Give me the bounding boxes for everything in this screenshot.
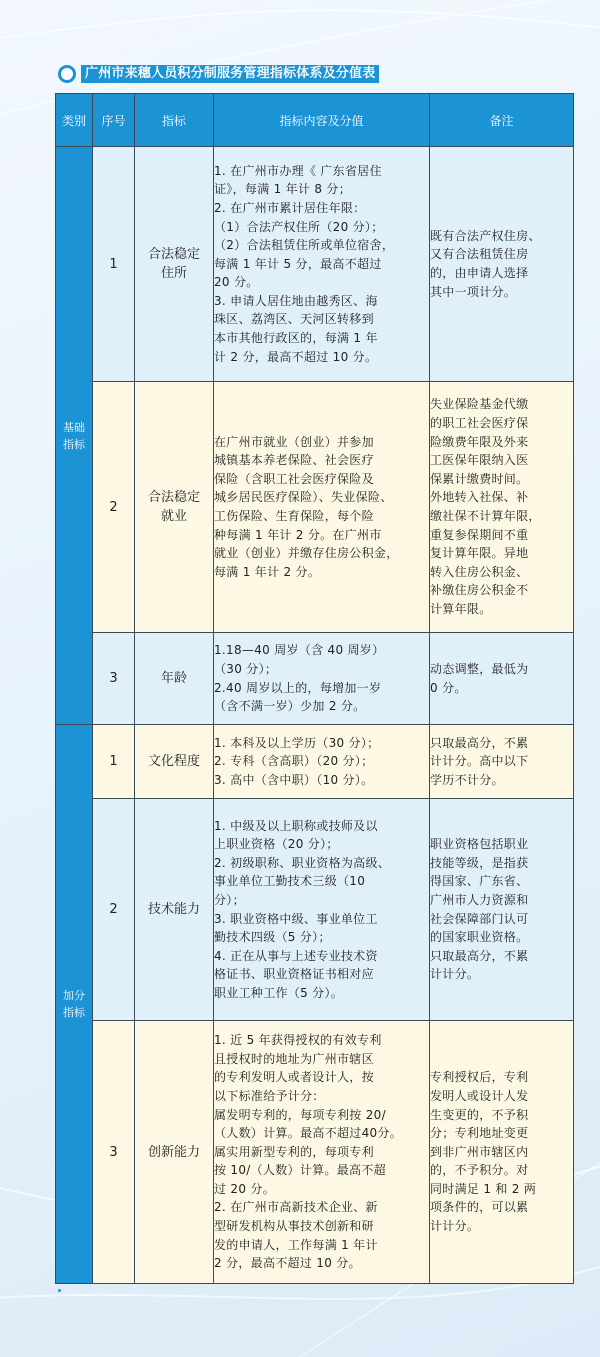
row-seq: 2: [93, 799, 135, 1021]
row-note: 既有合法产权住房、 又有合法租赁住房 的，由申请人选择 其中一项计分。: [430, 147, 574, 382]
row-content: 在广州市就业（创业）并参加 城镇基本养老保险、社会医疗 保险（含职工社会医疗保险及 城乡居民医疗保险）、失业保险、 工伤保险、生育保险，每个险 种每满 1 年计 2 分。在广州市 就业（创业）并缴存住房公积金， 每满 1 年计 2 分。: [214, 382, 430, 633]
table-row: [56, 633, 574, 725]
row-seq: 1: [93, 725, 135, 799]
table-header-row: [56, 94, 574, 147]
category-label: 加分: [63, 989, 85, 1002]
category-label: 指标: [63, 1006, 85, 1019]
row-content: 1. 近 5 年获得授权的有效专利 且授权时的地址为广州市辖区 的专利发明人或者设计人，按 以下标准给予计分： 属发明专利的，每项专利按 20/ （人数）计算。最高不超过40分。 属实用新型专利的，每项专利 按 10/（人数）计算。最高不超 过 20 分。 2. 在广州市高新技术企业、新 型研发机构从事技术创新和研 发的申请人，工作每满 1 年计 2 分，最高不超过 10 分。: [214, 1021, 430, 1284]
row-content: 1. 中级及以上职称或技师及以 上职业资格（20 分）； 2. 初级职称、职业资格为高级、 事业单位工勤技术三级（10 分）； 3. 职业资格中级、事业单位工 勤技术四级（5 分）； 4. 正在从事与上述专业技术资 格证书、职业资格证书相对应 职业工种工作（5 分）。: [214, 799, 430, 1021]
decorative-dot: [58, 1289, 61, 1292]
row-note: 失业保险基金代缴 的职工社会医疗保 险缴费年限及外来 工医保年限纳入医 保累计缴费时间。 外地转入社保、补 缴社保不计算年限， 重复参保期间不重 复计算年限。异地 转入住房公积金、 补缴住房公积金不 计算年限。: [430, 382, 574, 633]
table-row: [56, 799, 574, 1021]
row-note: 专利授权后，专利 发明人或设计人发 生变更的，不予积 分；专利地址变更 到非广州市辖区内 的，不予积分。对 同时满足 1 和 2 两 项条件的，可以累 计计分。: [430, 1021, 574, 1284]
row-seq: 1: [93, 147, 135, 382]
row-seq: 2: [93, 382, 135, 633]
table-row: [56, 725, 574, 799]
header-content: 指标内容及分值: [214, 94, 430, 147]
row-note: 职业资格包括职业 技能等级，是指获 得国家、广东省、 广州市人力资源和 社会保障部门认可 的国家职业资格。 只取最高分，不累 计计分。: [430, 799, 574, 1021]
header-note: 备注: [430, 94, 574, 147]
row-indicator: 合法稳定 就业: [135, 382, 214, 633]
row-seq: 3: [93, 1021, 135, 1284]
header-seq: 序号: [93, 94, 135, 147]
category-label: 指标: [63, 437, 85, 451]
row-seq: 3: [93, 633, 135, 725]
row-indicator: 技术能力: [135, 799, 214, 1021]
row-indicator: 年龄: [135, 633, 214, 725]
table-row: [56, 147, 574, 382]
circle-icon: [58, 65, 76, 83]
page-title-text: 广州市来穗人员积分制服务管理指标体系及分值表: [81, 65, 379, 83]
table-row: [56, 382, 574, 633]
row-indicator: 文化程度: [135, 725, 214, 799]
row-content: 1.18—40 周岁（含 40 周岁） （30 分）； 2.40 周岁以上的，每增加一岁 （含不满一岁）少加 2 分。: [214, 633, 430, 725]
table-row: [56, 1021, 574, 1284]
category-bonus: [56, 725, 93, 1284]
row-note: 动态调整，最低为 0 分。: [430, 633, 574, 725]
category-label: 基础: [63, 420, 85, 434]
indicator-table: [55, 93, 574, 1284]
header-category: 类别: [56, 94, 93, 147]
row-indicator: 合法稳定 住所: [135, 147, 214, 382]
row-note: 只取最高分，不累 计计分。高中以下 学历不计分。: [430, 725, 574, 799]
category-basic: [56, 147, 93, 725]
row-content: 1. 在广州市办理《 广东省居住 证》，每满 1 年计 8 分； 2. 在广州市累计居住年限： （1）合法产权住所（20 分）； （2）合法租赁住所或单位宿舍， 每满 1 年计 5 分，最高不超过 20 分。 3. 申请人居住地由越秀区、海 珠区、荔湾区、天河区转移到 本市其他行政区的，每满 1 年 计 2 分，最高不超过 10 分。: [214, 147, 430, 382]
page-title: [58, 64, 379, 84]
row-content: 1. 本科及以上学历（30 分）； 2. 专科（含高职）（20 分）； 3. 高中（含中职）（10 分）。: [214, 725, 430, 799]
row-indicator: 创新能力: [135, 1021, 214, 1284]
header-indicator: 指标: [135, 94, 214, 147]
